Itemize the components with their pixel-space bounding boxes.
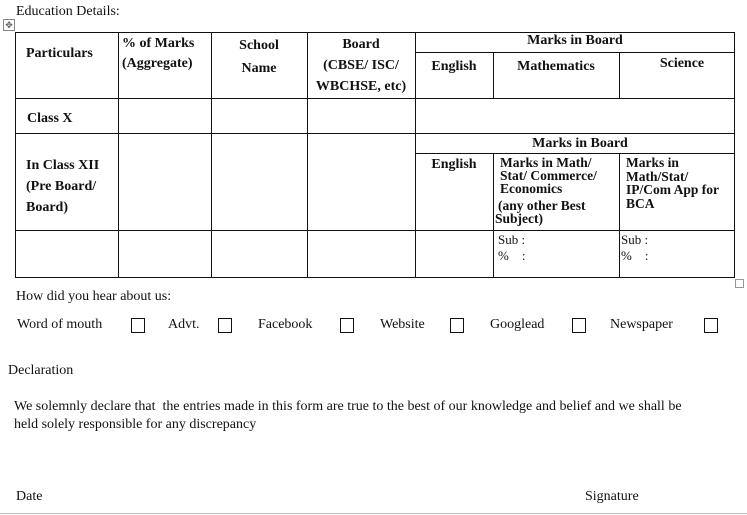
option-label: Facebook bbox=[258, 317, 313, 332]
section-title: Education Details: bbox=[16, 4, 120, 19]
header-english: English bbox=[431, 59, 477, 74]
option-label: Word of mouth bbox=[17, 317, 103, 332]
xii-marks-in-board: Marks in Board bbox=[532, 136, 628, 151]
header-board: Board (CBSE/ ISC/ WBCHSE, etc) bbox=[315, 37, 407, 94]
xii-math-header: Marks in Math/ Stat/ Commerce/ Economics (any other Best Subject) bbox=[495, 155, 597, 226]
option-label: Advt. bbox=[168, 317, 200, 332]
row-class-xii: In Class XII (Pre Board/ Board) bbox=[26, 158, 100, 215]
page-bottom-divider bbox=[0, 513, 747, 514]
checkbox-newspaper[interactable] bbox=[704, 318, 718, 333]
header-marks: % of Marks (Aggregate) bbox=[122, 36, 195, 71]
option-label: Website bbox=[380, 317, 425, 332]
header-science: Science bbox=[659, 56, 705, 71]
checkbox-advt[interactable] bbox=[218, 318, 232, 333]
xii-bca-sub-pct[interactable]: Sub : % : bbox=[621, 232, 649, 263]
header-particulars: Particulars bbox=[26, 46, 93, 61]
declaration-title: Declaration bbox=[8, 363, 74, 378]
header-marks-in-board: Marks in Board bbox=[527, 33, 623, 48]
checkbox-googlead[interactable] bbox=[572, 318, 586, 333]
date-label: Date bbox=[16, 489, 43, 504]
xii-bca-header: Marks in Math/Stat/ IP/Com App for BCA bbox=[626, 155, 720, 211]
xii-english: English bbox=[431, 157, 477, 172]
table-resize-handle[interactable] bbox=[735, 279, 744, 288]
signature-label: Signature bbox=[585, 489, 639, 504]
header-mathematics: Mathematics bbox=[517, 59, 595, 74]
option-label: Newspaper bbox=[610, 317, 673, 332]
declaration-text: We solemnly declare that the entries made in this form are true to the best of our knowledge and belief and we shall be held solely responsible for any discrepancy bbox=[14, 399, 682, 432]
hear-about-question: How did you hear about us: bbox=[16, 289, 172, 304]
checkbox-word-of-mouth[interactable] bbox=[131, 318, 145, 333]
table-move-handle-icon[interactable]: ✥ bbox=[3, 19, 15, 31]
option-label: Googlead bbox=[490, 317, 545, 332]
checkbox-website[interactable] bbox=[450, 318, 464, 333]
xii-math-sub-pct[interactable]: Sub : % : bbox=[498, 232, 526, 263]
row-class-x: Class X bbox=[27, 111, 73, 126]
checkbox-facebook[interactable] bbox=[340, 318, 354, 333]
header-school: School Name bbox=[239, 38, 279, 76]
